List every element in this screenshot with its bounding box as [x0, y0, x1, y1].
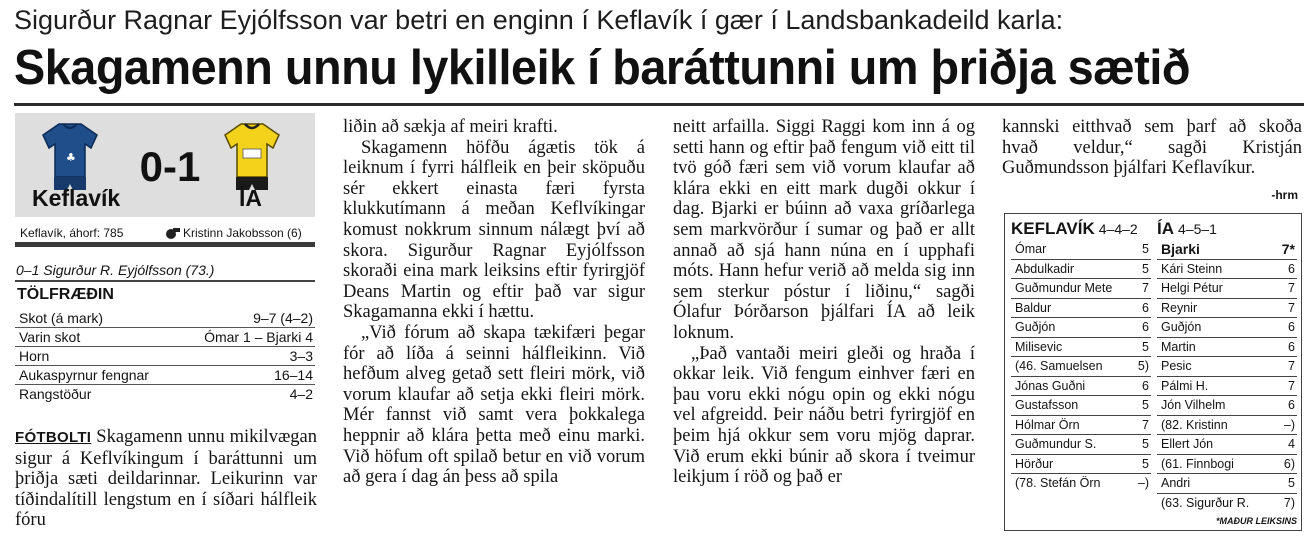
player-rating: 6 — [1288, 261, 1295, 276]
player-name: Reynir — [1161, 300, 1198, 315]
player-name: (61. Finnbogi — [1161, 456, 1234, 471]
lineup-player — [1157, 416, 1297, 436]
attendance: Keflavík, áhorf: 785 — [20, 226, 124, 240]
player-rating: 7* — [1281, 241, 1295, 257]
player-rating: 5) — [1137, 359, 1149, 373]
lineup-player — [1011, 357, 1151, 377]
player-rating: 5 — [1142, 242, 1149, 256]
player-name: Ómar — [1015, 242, 1047, 256]
svg-text:♣: ♣ — [66, 151, 76, 164]
article-paragraph — [15, 427, 317, 531]
player-name: Kári Steinn — [1161, 261, 1223, 276]
article-paragraph: „Við fórum að skapa tækifæri þegar fór að líða á seinni hálfleikinn. Við hefðum alveg getað sett fleiri mörk, við vorum klaufar að setja ekki fleiri mörk. Mér fannst við samt vera þokkalega heppnir að klára þetta með einu marki. Við höfum oft spilað betur en við vorum að gera í dag án þess að spila — [343, 322, 645, 488]
player-name: Guðjón — [1015, 320, 1056, 334]
player-name: Gustafsson — [1015, 398, 1079, 412]
lineup-player — [1157, 435, 1297, 455]
player-name: (78. Stefán Örn — [1015, 476, 1101, 490]
stat-row — [15, 309, 315, 328]
goal-scorer: 0–1 Sigurður R. Eyjólfsson (73.) — [16, 262, 215, 278]
away-formation: 4–5–1 — [1178, 221, 1217, 237]
stat-row — [15, 347, 315, 366]
paragraph-text: Skagamenn unnu mikilvægan sigur á Keflvíkingum í baráttunni um þriðja sæti deildarinnar. Leikurinn var tíðindalítill lengstum en í síðari hálfleik fóru — [15, 427, 317, 531]
ia-shirt-icon — [221, 121, 283, 179]
player-rating: 7 — [1288, 359, 1295, 373]
player-rating: 5 — [1142, 456, 1149, 471]
player-rating: 6) — [1283, 456, 1295, 471]
stat-label: Skot (á mark) — [19, 310, 104, 326]
article-paragraph: „Það vantaði meiri gleði og hraða í okkar leik. Við fengum einhver færi en þau voru ekki nógu opin og ekki nógu vel afgreidd. Þeir náðu betri fyrirgjöf en þeim hjá okkur sem voru mjög daprar. Við erum ekki búnir að skora í tveimur leikjum í röð og það er — [673, 343, 975, 488]
stat-row — [15, 385, 315, 404]
stat-row — [15, 366, 315, 385]
player-name: Martin — [1161, 339, 1196, 354]
player-name: Guðmundur Mete — [1015, 281, 1113, 295]
article-paragraph: kannski eitthvað sem þarf að skoða hvað veldur,“ sagði Kristján Guðmundsson þjálfari Keflavíkur. — [1002, 117, 1302, 179]
lineup-player — [1157, 338, 1297, 358]
lineup-player — [1011, 260, 1151, 280]
stat-row — [15, 328, 315, 347]
stat-value: Ómar 1 – Bjarki 4 — [204, 329, 313, 345]
lineup-player — [1011, 474, 1151, 494]
player-name: Hörður — [1015, 456, 1054, 471]
player-name: Guðmundur S. — [1015, 437, 1097, 451]
player-rating: 6 — [1142, 378, 1149, 393]
player-name: Pesic — [1161, 359, 1192, 373]
player-name: Guðjón — [1161, 320, 1202, 334]
player-name: Bjarki — [1161, 241, 1200, 257]
match-info-bar — [15, 217, 315, 247]
away-team-name: ÍA — [239, 185, 262, 211]
lineup-player — [1157, 494, 1297, 514]
away-lineup — [1157, 218, 1297, 513]
player-name: Helgi Pétur — [1161, 281, 1223, 295]
lineup-player — [1157, 260, 1297, 280]
player-name: Abdulkadir — [1015, 261, 1075, 276]
lineup-player — [1011, 299, 1151, 319]
player-rating: 7 — [1142, 417, 1149, 432]
article-column-1 — [15, 427, 317, 531]
home-team-name: Keflavík — [32, 185, 121, 211]
player-rating: 5 — [1142, 339, 1149, 354]
player-rating: 6 — [1288, 339, 1295, 354]
player-rating: –) — [1137, 476, 1149, 490]
home-formation: 4–4–2 — [1098, 221, 1138, 237]
player-name: Milisevic — [1015, 339, 1063, 354]
home-lineup-team: KEFLAVÍK — [1011, 219, 1095, 238]
lineup-player — [1011, 396, 1151, 416]
player-name: (46. Samuelsen — [1015, 359, 1103, 373]
player-rating: 5 — [1142, 398, 1149, 412]
article-column-3 — [673, 117, 975, 488]
lineup-player — [1157, 455, 1297, 475]
lineup-player — [1011, 338, 1151, 358]
lineup-player — [1157, 357, 1297, 377]
score-box — [15, 113, 315, 217]
player-rating: 5 — [1142, 261, 1149, 276]
stat-value: 3–3 — [289, 348, 313, 364]
lineup-player — [1157, 377, 1297, 397]
stat-label: Horn — [19, 348, 50, 364]
player-rating: 6 — [1288, 320, 1295, 334]
away-lineup-team: ÍA — [1157, 219, 1174, 238]
player-name: Baldur — [1015, 300, 1052, 315]
lineup-player — [1011, 435, 1151, 455]
article-column-2 — [343, 117, 645, 488]
lineup-player — [1011, 377, 1151, 397]
player-rating: 6 — [1288, 398, 1295, 412]
player-name: Jónas Guðni — [1015, 378, 1086, 393]
player-name: Ellert Jón — [1161, 437, 1214, 451]
player-rating: 7 — [1288, 300, 1295, 315]
player-name: Jón Vilhelm — [1161, 398, 1226, 412]
lineup-player — [1011, 279, 1151, 299]
referee: Kristinn Jakobsson (6) — [183, 226, 302, 240]
stat-label: Rangstöður — [19, 386, 92, 402]
lineup-player — [1157, 299, 1297, 319]
lineup-player — [1157, 474, 1297, 494]
lineup-player — [1011, 416, 1151, 436]
headline-rule — [14, 103, 1304, 106]
player-name: Pálmi H. — [1161, 378, 1209, 393]
player-rating: 7) — [1283, 495, 1295, 510]
away-lineup-header — [1157, 218, 1297, 240]
lineup-player — [1157, 240, 1297, 260]
article-paragraph: liðin að sækja af meiri krafti. — [343, 117, 558, 137]
whistle-icon — [165, 225, 181, 240]
player-rating: 7 — [1288, 378, 1295, 393]
stats-title: TÖLFRÆÐIN — [17, 286, 114, 303]
lineup-player — [1157, 279, 1297, 299]
player-rating: 5 — [1288, 476, 1295, 490]
player-name: Andri — [1161, 476, 1191, 490]
byline: -hrm — [1271, 187, 1298, 202]
lineup-player — [1011, 240, 1151, 260]
player-rating: 5 — [1142, 437, 1149, 451]
lineup-player — [1157, 396, 1297, 416]
home-lineup-header — [1011, 218, 1151, 240]
stats-rule — [15, 280, 315, 282]
article-headline: Skagamenn unnu lykilleik í baráttunni um þriðja sætið — [14, 41, 1190, 95]
player-rating: 7 — [1288, 281, 1295, 295]
stat-value: 16–14 — [274, 367, 313, 383]
player-rating: 6 — [1142, 320, 1149, 334]
section-label: FÓTBOLTI — [15, 429, 92, 446]
home-lineup — [1011, 218, 1151, 494]
lineup-player — [1011, 318, 1151, 338]
player-name: Hólmar Örn — [1015, 417, 1080, 432]
man-of-match-note: *MAÐUR LEIKSINS — [1215, 516, 1297, 526]
player-rating: 6 — [1142, 300, 1149, 315]
player-name: (63. Sigurður R. — [1161, 495, 1250, 510]
stat-value: 9–7 (4–2) — [253, 310, 313, 326]
lineups-box — [1004, 213, 1302, 531]
article-paragraph: neitt arfailla. Siggi Raggi kom inn á og setti hann og eftir það fengum við eitt til tvö góð færi sem við vorum klaufar að klára ekki en eitt mark dugði okkur í dag. Bjarki er búinn að vaxa gríðarlega sem markvörður í sumar og það er allt annað að sjá hann núna en í upphafi móts. Hann hefur verið að melda sig inn sem sterkur póstur í liðinu,“ sagði Ólafur Þórðarson þjálfari ÍA að leik loknum. — [673, 117, 975, 343]
player-rating: 4 — [1288, 437, 1295, 451]
keflavik-shirt-icon — [39, 121, 101, 179]
match-score: 0-1 — [139, 143, 201, 190]
player-rating: 7 — [1142, 281, 1149, 295]
article-kicker: Sigurður Ragnar Eyjólfsson var betri en enginn í Keflavík í gær í Landsbankadeild karla: — [14, 5, 1064, 35]
article-paragraph: Skagamenn höfðu ágætis tök á leiknum í fyrri hálfleik en þeir sköpuðu sér ekkert einasta færi fyrsta klukkutímann á meðan Keflvíkingar komust nokkrum sinnum nálægt því að skora. Sigurður Ragnar Eyjólfsson skoraði eina mark leiksins eftir fyrirgjöf Deans Martin og eftir það var sigur Skagamanna ekki í hættu. — [343, 137, 645, 323]
stat-label: Varin skot — [19, 329, 81, 345]
lineup-player — [1011, 455, 1151, 475]
player-name: (82. Kristinn — [1161, 417, 1228, 432]
player-rating: –) — [1283, 417, 1295, 432]
stat-label: Aukaspyrnur fengnar — [19, 367, 149, 383]
stat-value: 4–2 — [289, 386, 313, 402]
lineup-player — [1157, 318, 1297, 338]
article-column-4 — [1002, 117, 1302, 205]
